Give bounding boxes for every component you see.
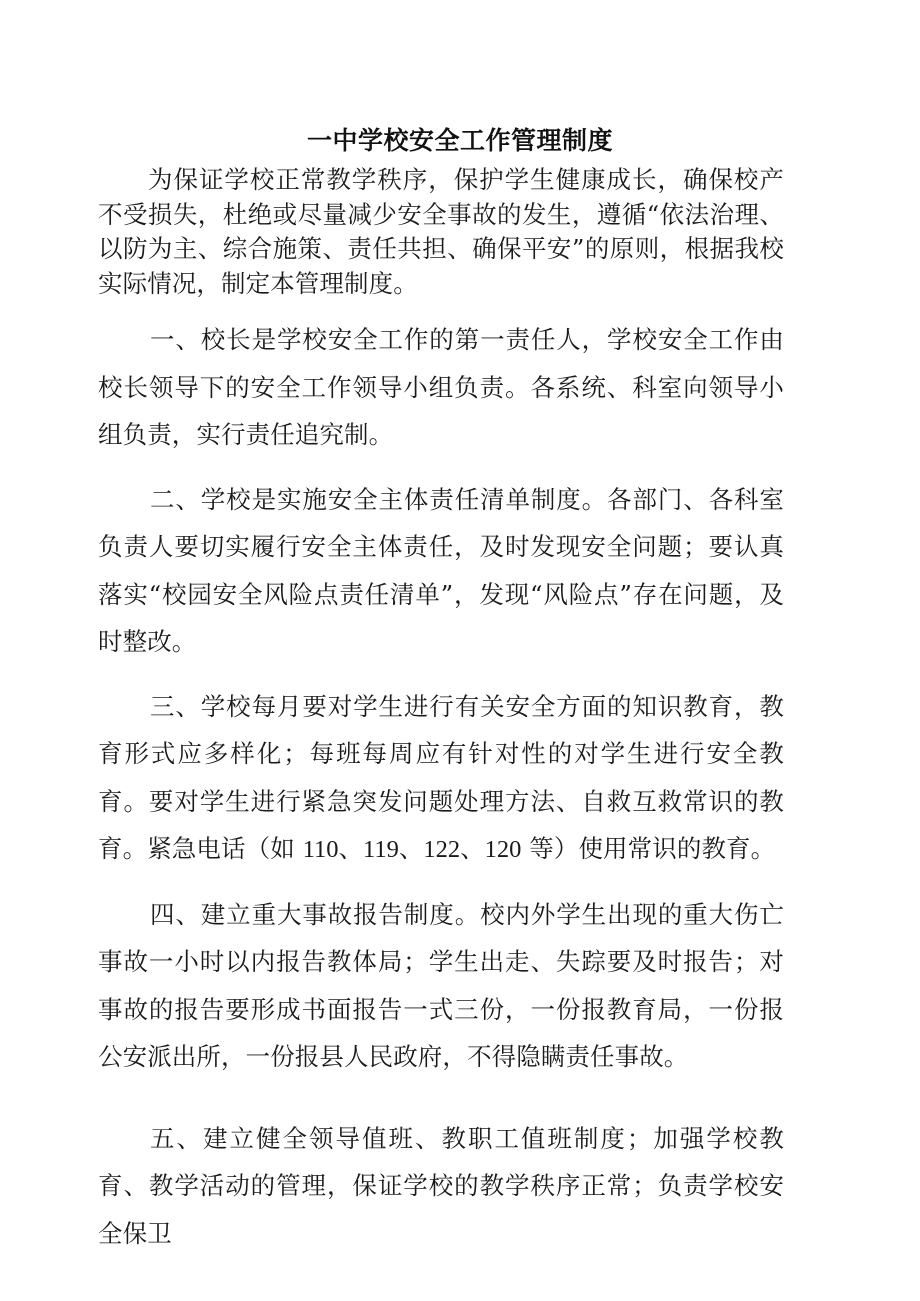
paragraph-clause-3 bbox=[98, 683, 784, 874]
clause-3-text-before-numbers: 三、学校每月要对学生进行有关安全方面的知识教育，教育形式应多样化；每班每周应有针对性的对学生进行安全教育。要对学生进行紧急突发问题处理方法、自救互救常识的教育。紧急电话（如 bbox=[98, 691, 784, 863]
clause-3-text-after-numbers: 等）使用常识的教育。 bbox=[521, 834, 776, 863]
paragraph-clause-1: 一、校长是学校安全工作的第一责任人，学校安全工作由校长领导下的安全工作领导小组负责。各系统、科室向领导小组负责，实行责任追究制。 bbox=[98, 325, 784, 449]
document-body bbox=[98, 163, 784, 1257]
paragraph-intro: 为保证学校正常教学秩序，保护学生健康成长，确保校产不受损失，杜绝或尽量减少安全事故的发生，遵循“依法治理、以防为主、综合施策、责任共担、确保平安”的原则，根据我校实际情况，制定本管理制度。 bbox=[98, 165, 784, 298]
emergency-phone-numbers: 110、119、122、120 bbox=[302, 836, 522, 863]
paragraph-clause-2: 二、学校是实施安全主体责任清单制度。各部门、各科室负责人要切实履行安全主体责任，及时发现安全问题；要认真落实“校园安全风险点责任清单”，发现“风险点”存在问题，及时整改。 bbox=[98, 484, 784, 656]
page-title: 一中学校安全工作管理制度 bbox=[306, 125, 613, 155]
paragraph-clause-4: 四、建立重大事故报告制度。校内外学生出现的重大伤亡事故一小时以内报告教体局；学生出走、失踪要及时报告；对事故的报告要形成书面报告一式三份，一份报教育局，一份报公安派出所，一份报县人民政府，不得隐瞒责任事故。 bbox=[98, 899, 784, 1071]
paragraph-clause-5: 五、建立健全领导值班、教职工值班制度；加强学校教育、教学活动的管理，保证学校的教学秩序正常；负责学校安全保卫 bbox=[98, 1123, 784, 1248]
